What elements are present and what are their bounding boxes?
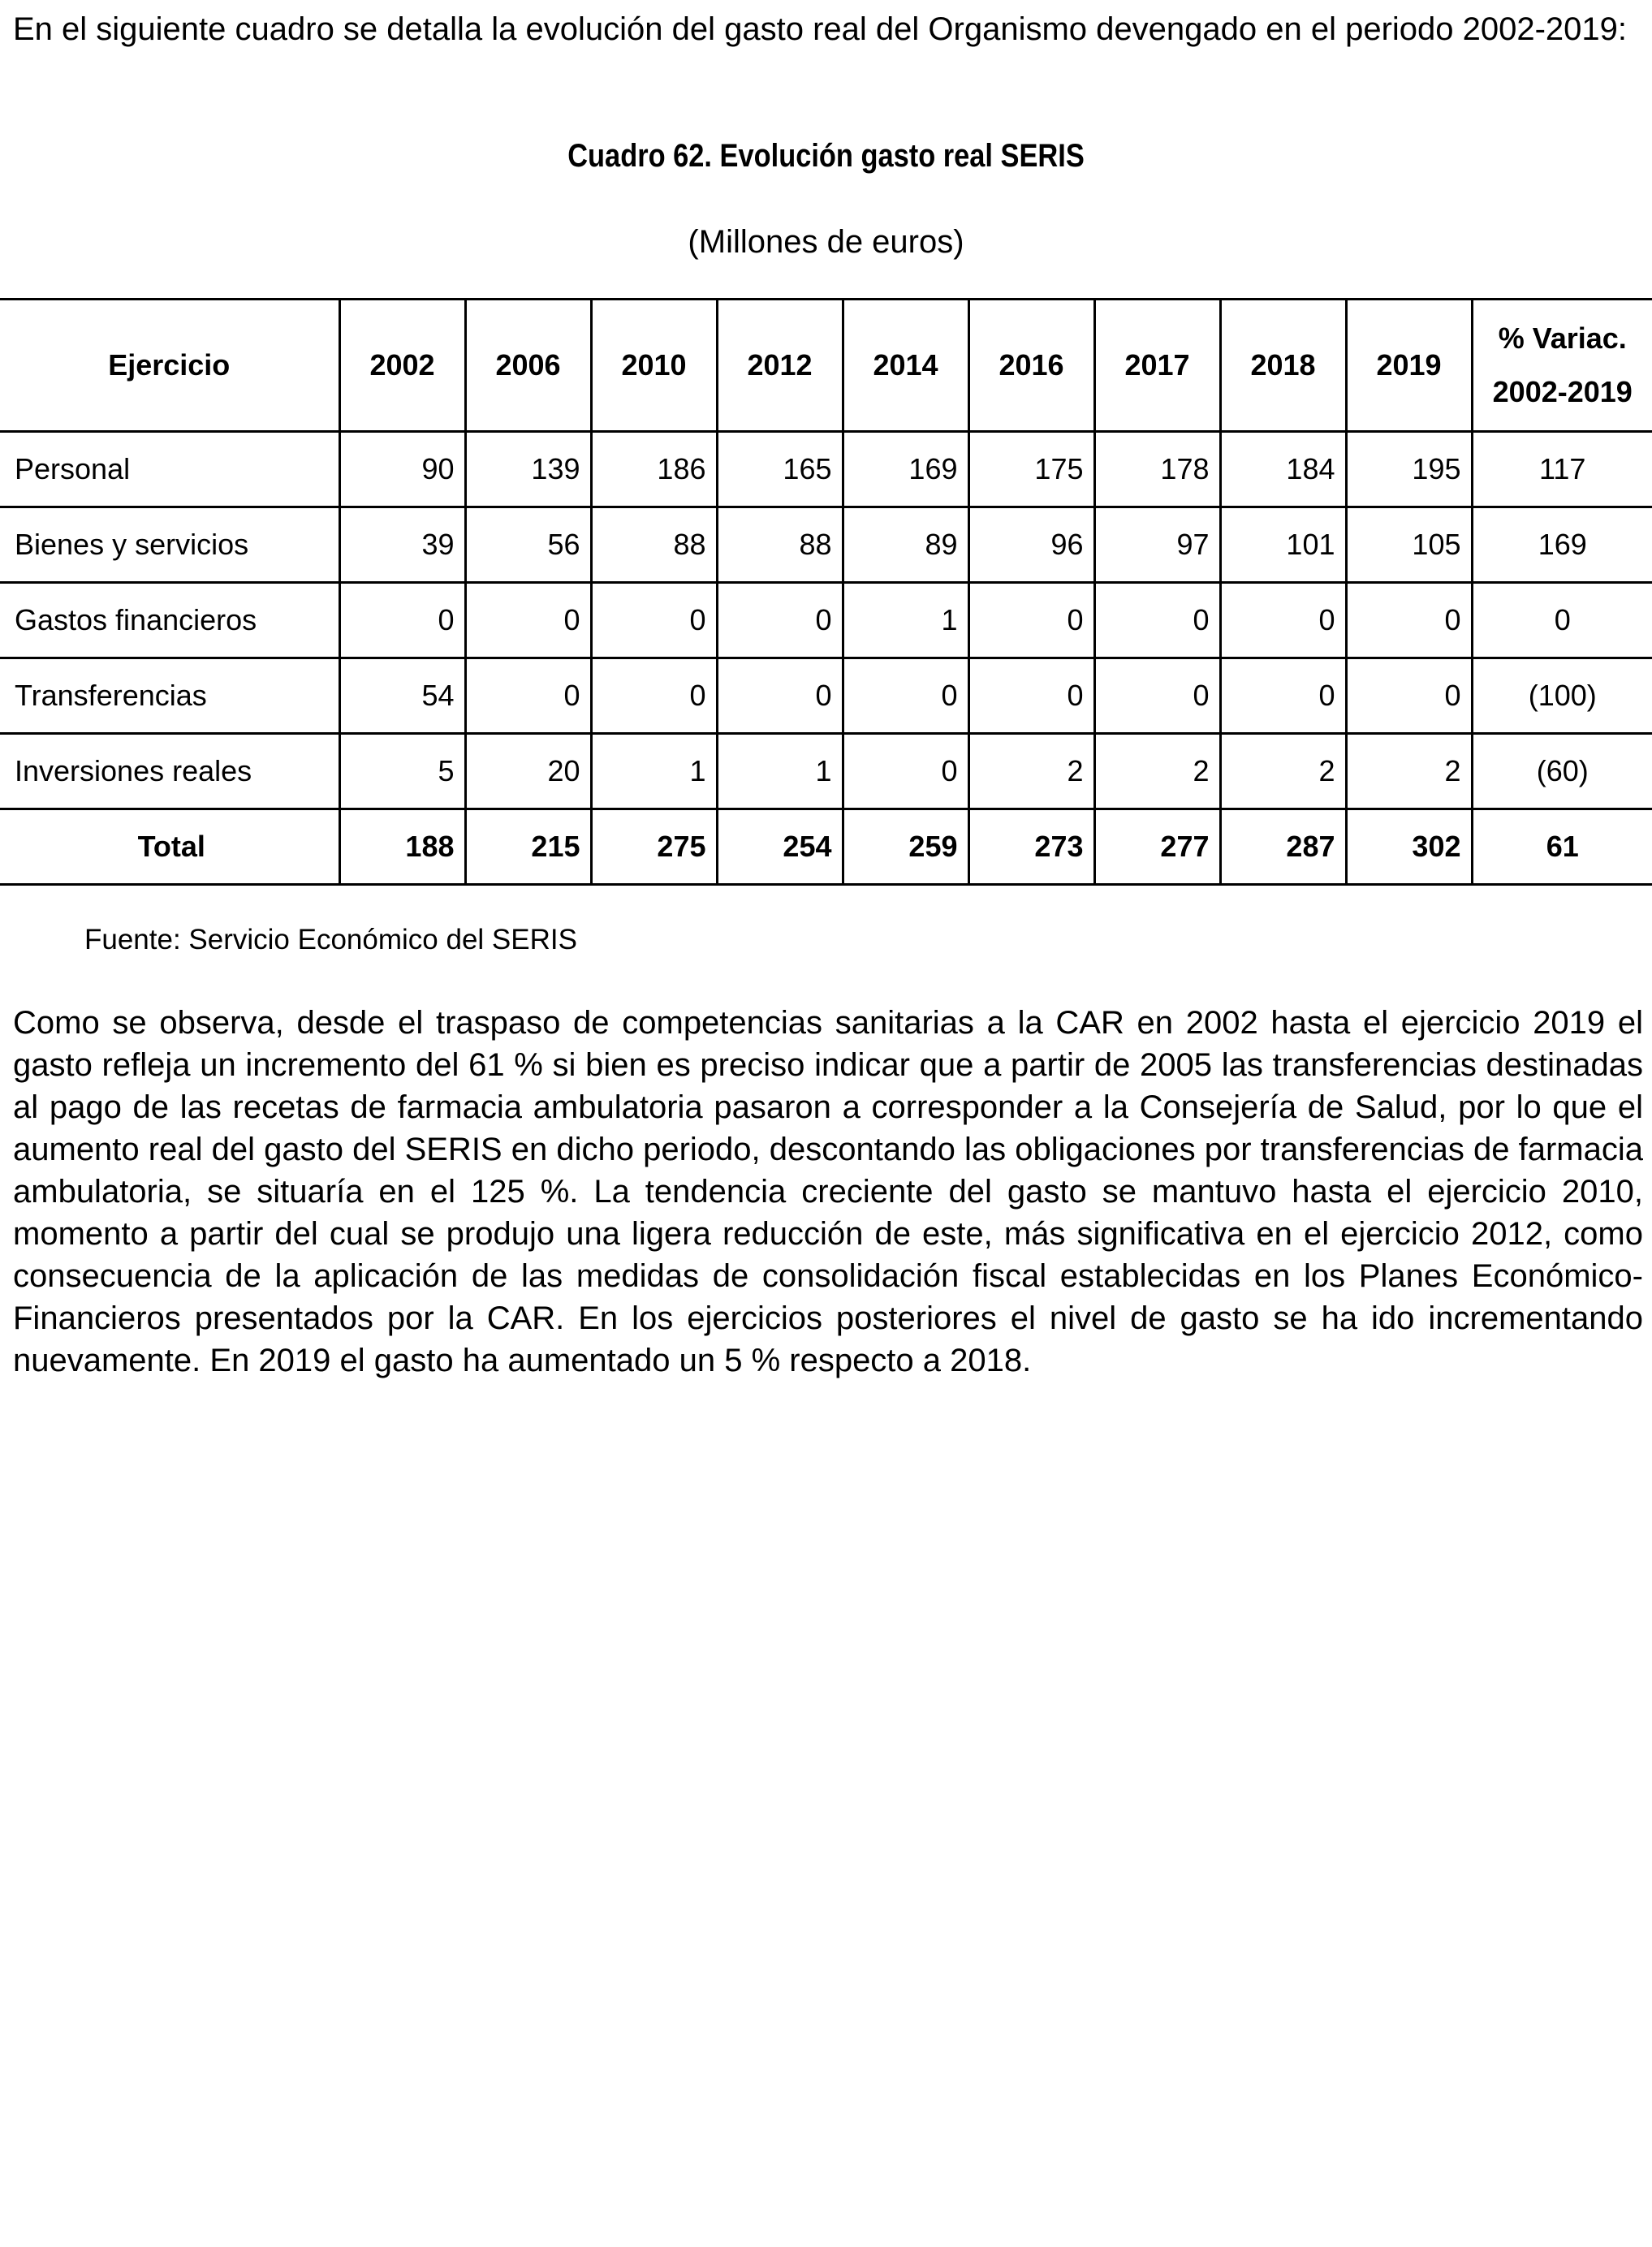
table-cell: 186: [591, 432, 717, 507]
row-label: Inversiones reales: [0, 734, 339, 809]
table-cell: 0: [339, 583, 465, 658]
variation-cell: 0: [1472, 583, 1652, 658]
intro-paragraph: En el siguiente cuadro se detalla la evolución del gasto real del Organismo devengado en el periodo 2002-2019:: [13, 11, 1628, 47]
table-row: [0, 658, 1652, 734]
total-variation-cell: 61: [1472, 809, 1652, 885]
table-cell: 20: [465, 734, 591, 809]
table-cell: 0: [1094, 658, 1220, 734]
table-row: [0, 583, 1652, 658]
table-cell: 195: [1346, 432, 1472, 507]
table-cell: 2: [1346, 734, 1472, 809]
table-cell: 184: [1220, 432, 1346, 507]
table-cell: 0: [465, 658, 591, 734]
total-cell: 277: [1094, 809, 1220, 885]
table-cell: 97: [1094, 507, 1220, 583]
table-cell: 165: [717, 432, 843, 507]
table-subtitle: (Millones de euros): [688, 224, 964, 260]
total-cell: 273: [968, 809, 1094, 885]
header-year: 2006: [465, 300, 591, 432]
header-year: 2002: [339, 300, 465, 432]
table-cell: 0: [1094, 583, 1220, 658]
table-cell: 54: [339, 658, 465, 734]
variation-cell: (60): [1472, 734, 1652, 809]
table-cell: 0: [591, 583, 717, 658]
row-label: Personal: [0, 432, 339, 507]
header-year: 2014: [843, 300, 968, 432]
table-cell: 2: [1094, 734, 1220, 809]
variation-cell: (100): [1472, 658, 1652, 734]
total-cell: 259: [843, 809, 968, 885]
table-cell: 0: [591, 658, 717, 734]
header-variation: [1472, 300, 1652, 432]
header-year: 2016: [968, 300, 1094, 432]
table-cell: 56: [465, 507, 591, 583]
header-variation-line1: % Variac.: [1498, 321, 1627, 355]
table-cell: 169: [843, 432, 968, 507]
table-cell: 2: [1220, 734, 1346, 809]
total-cell: 188: [339, 809, 465, 885]
table-cell: 0: [1220, 658, 1346, 734]
row-label: Transferencias: [0, 658, 339, 734]
table-header-row: [0, 300, 1652, 432]
table-row: [0, 432, 1652, 507]
total-label: Total: [0, 809, 339, 885]
table-cell: 0: [1346, 583, 1472, 658]
total-cell: 254: [717, 809, 843, 885]
row-label: Bienes y servicios: [0, 507, 339, 583]
total-cell: 302: [1346, 809, 1472, 885]
table-cell: 1: [717, 734, 843, 809]
table-cell: 0: [1346, 658, 1472, 734]
table-cell: 90: [339, 432, 465, 507]
table-title: Cuadro 62. Evolución gasto real SERIS: [567, 138, 1085, 174]
table-cell: 89: [843, 507, 968, 583]
header-year: 2018: [1220, 300, 1346, 432]
total-cell: 275: [591, 809, 717, 885]
table-cell: 0: [465, 583, 591, 658]
header-variation-line2: 2002-2019: [1492, 375, 1633, 408]
header-year: 2019: [1346, 300, 1472, 432]
table-cell: 0: [1220, 583, 1346, 658]
table-cell: 0: [968, 658, 1094, 734]
table-cell: 0: [843, 658, 968, 734]
table-cell: 0: [843, 734, 968, 809]
table-cell: 0: [717, 658, 843, 734]
table-cell: 105: [1346, 507, 1472, 583]
header-year: 2017: [1094, 300, 1220, 432]
row-label: Gastos financieros: [0, 583, 339, 658]
table-cell: 175: [968, 432, 1094, 507]
table-cell: 139: [465, 432, 591, 507]
header-label: Ejercicio: [0, 300, 339, 432]
table-cell: 0: [717, 583, 843, 658]
table-cell: 178: [1094, 432, 1220, 507]
header-year: 2012: [717, 300, 843, 432]
table-source: Fuente: Servicio Económico del SERIS: [84, 924, 577, 955]
table-cell: 1: [843, 583, 968, 658]
total-row: [0, 809, 1652, 885]
expense-table: [0, 298, 1652, 886]
header-year: 2010: [591, 300, 717, 432]
table-row: [0, 734, 1652, 809]
table-cell: 88: [591, 507, 717, 583]
table-cell: 96: [968, 507, 1094, 583]
table-cell: 1: [591, 734, 717, 809]
table-cell: 88: [717, 507, 843, 583]
table-cell: 0: [968, 583, 1094, 658]
table-cell: 101: [1220, 507, 1346, 583]
table-cell: 2: [968, 734, 1094, 809]
variation-cell: 117: [1472, 432, 1652, 507]
table-cell: 5: [339, 734, 465, 809]
table-row: [0, 507, 1652, 583]
variation-cell: 169: [1472, 507, 1652, 583]
total-cell: 287: [1220, 809, 1346, 885]
total-cell: 215: [465, 809, 591, 885]
analysis-paragraph: Como se observa, desde el traspaso de competencias sanitarias a la CAR en 2002 hasta el ejercicio 2019 el gasto refleja un incremento del 61 % si bien es preciso indicar que a partir de 2005 las transferencias destinadas al pago de las recetas de farmacia ambulatoria pasaron a corresponder a la Consejería de Salud, por lo que el aumento real del gasto del SERIS en dicho periodo, descontando las obligaciones por transferencias de farmacia ambulatoria, se situaría en el 125 %. La tendencia creciente del gasto se mantuvo hasta el ejercicio 2010, momento a partir del cual se produjo una ligera reducción de este, más significativa en el ejercicio 2012, como consecuencia de la aplicación de las medidas de consolidación fiscal establecidas en los Planes Económico-Financieros presentados por la CAR. En los ejercicios posteriores el nivel de gasto se ha ido incrementando nuevamente. En 2019 el gasto ha aumentado un 5 % respecto a 2018.: [13, 1005, 1643, 1378]
table-cell: 39: [339, 507, 465, 583]
